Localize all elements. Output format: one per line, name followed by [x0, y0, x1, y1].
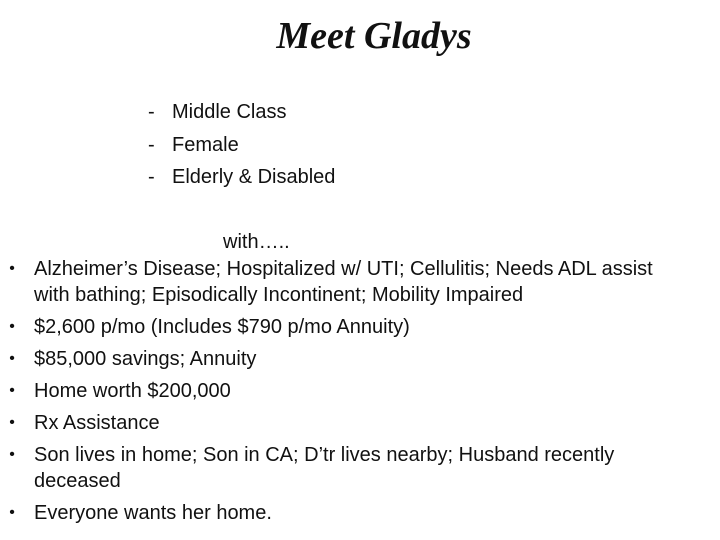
detail-item: [0, 410, 720, 436]
trait-item: [148, 96, 335, 129]
dash-marker: -: [148, 133, 155, 156]
bullet-icon: •: [9, 414, 15, 431]
with-caption: with…..: [223, 231, 290, 253]
detail-text: $2,600 p/mo (Includes $790 p/mo Annuity): [34, 316, 410, 338]
trait-label: Elderly & Disabled: [172, 166, 336, 188]
detail-item: [0, 500, 720, 526]
detail-text: Alzheimer’s Disease; Hospitalized w/ UTI; Cellulitis; Needs ADL assist with bathing; Episodically Incontinent; Mobility Impaired: [34, 258, 653, 306]
traits-list: [148, 96, 335, 194]
detail-text: Home worth $200,000: [34, 380, 231, 402]
dash-marker: -: [148, 101, 155, 123]
bullet-icon: •: [9, 260, 15, 277]
detail-item: [0, 346, 720, 372]
detail-item: [0, 378, 720, 404]
bullet-icon: •: [9, 504, 15, 521]
bullet-icon: •: [9, 350, 15, 367]
detail-item: [0, 314, 720, 340]
detail-item: [0, 256, 720, 308]
dash-marker: -: [148, 166, 155, 188]
detail-text: Everyone wants her home.: [34, 502, 272, 524]
slide-title: Meet Gladys: [276, 15, 472, 57]
bullet-icon: •: [9, 446, 15, 463]
detail-text: Rx Assistance: [34, 412, 160, 434]
detail-text: $85,000 savings; Annuity: [34, 348, 257, 370]
trait-item: [148, 161, 335, 194]
bullet-icon: •: [9, 382, 15, 399]
trait-item: [148, 129, 335, 162]
trait-label: Female: [172, 133, 239, 156]
bullet-icon: •: [9, 318, 15, 335]
details-list: [0, 256, 720, 532]
detail-item: [0, 442, 720, 494]
trait-label: Middle Class: [172, 101, 287, 123]
detail-text: Son lives in home; Son in CA; D’tr lives nearby; Husband recently deceased: [34, 444, 615, 492]
